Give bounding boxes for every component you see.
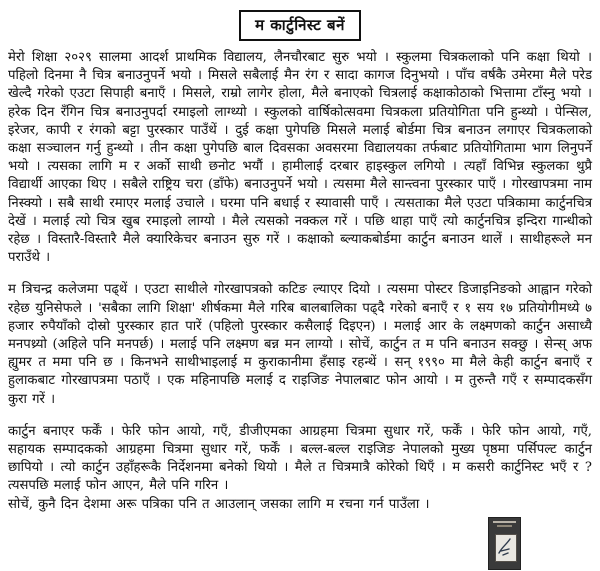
paragraph: म त्रिचन्द्र कलेजमा पढ्थें । एउटा साथीले गोरखापत्रको कटिङ ल्याएर दियो । त्यसमा पोस्टर डिजाइनिङको आह्वान गरेको रहेछ युनिसेफले । 'सबैका लागि शिक्षा' शीर्षकमा मैले गरिब बालबालिका पढ्दै गरेको बनाएँ र १ सय १७ प्रतियोगीमध्ये ७ हजार रुपैयाँको दोस्रो पुरस्कार हात पारें (पहिलो पुरस्कार कसैलाई दिइएन) । मलाई आर के लक्ष्मणको कार्टुन असाध्यै मनपथ्र्यो (अहिले पनि मनपर्छ) । मलाई पनि लक्ष्मण बन्न मन लाग्यो । सोचें, कार्टुन त म पनि बनाउन सक्छु । सेन्स् अफ ह्युमर त ममा पनि छ । किनभने साथीभाइलाई म कुराकानीमा हँसाइ रहन्थें । सन् १९९० मा मैले केही कार्टुन बनाएँ र हुलाकबाट गोरखापत्रमा पठाएँ । एक महिनापछि मलाई द राइजिङ नेपालबाट फोन आयो । म तुरुन्तै गएँ र सम्पादकसँग कुरा गरें । <box>8 282 592 407</box>
cover-sketch-icon <box>496 535 514 559</box>
essay-body <box>0 41 600 514</box>
paragraph: कार्टुन बनाएर फर्कें । फेरि फोन आयो, गएँ, डीजीएमका आग्रहमा चित्रमा सुधार गरें, फर्कें । फेरि फोन आयो, गएँ, सहायक सम्पादकको आग्रहमा चित्रमा सुधार गरें, फर्कें । बल्ल-बल्ल राइजिङ नेपालको मुख्य पृष्ठमा पर्सिपल्ट कार्टुन छापियो । त्यो कार्टुन उहाँहरूकै निर्देशनमा बनेको थियो । मैले त चित्रमात्रै कोरेको थिएँ । म कसरी कार्टुनिस्ट भएँ र ? त्यसपछि मलाई फोन आएन, मैले पनि गरिन । <box>8 423 592 494</box>
cover-subtitle-text <box>497 525 512 527</box>
page-title: म कार्टुनिस्ट बनें <box>239 10 361 41</box>
title-row <box>0 0 600 41</box>
cover-art-panel <box>495 534 517 562</box>
paragraph: सोचें, कुनै दिन देशमा अरू पत्रिका पनि त आउलान् जसका लागि म रचना गर्न पाउँला । <box>8 496 430 512</box>
paragraph: मेरो शिक्षा २०२९ सालमा आदर्श प्राथमिक विद्यालय, लैनचौरबाट सुरु भयो । स्कुलमा चित्रकलाको पनि कक्षा थियो । पहिलो दिनमा नै चित्र बनाउनुपर्ने भयो । मिसले सबैलाई मैन रंग र सादा कागज दिनुभयो । पाँच वर्षकै उमेरमा मैले परेड खेल्दै गरेको एउटा सिपाही बनाएँ । मिसले, राम्रो लागेर होला, मैले बनाएको चित्रलाई कक्षाकोठाको भित्तामा टाँस्नु भयो । हरेक दिन रँगिन चित्र बनाउनुपर्दा रमाइलो लाग्थ्यो । स्कुलको वार्षिकोत्सवमा चित्रकला प्रतियोगिता पनि हुन्थ्यो । पेन्सिल, इरेजर, कापी र रंगको बट्टा पुरस्कार पाउँथें । दुई कक्षा पुगेपछि मिसले मलाई बोर्डमा चित्र बनाउन लगाएर चित्रकलाको कक्षा सञ्चालन गर्नु हुन्थ्यो । तीन कक्षा पुगेपछि बाल दिवसका अवसरमा विद्यालयका तर्फबाट प्रतियोगितामा भाग लिनुपर्ने भयो । त्यसका लागि म र अर्को साथी छनोट भयौं । हामीलाई दरबार हाइस्कुल लगियो । त्यहाँ विभिन्न स्कुलका थुप्रै विद्यार्थी आएका थिए । सबैले राष्ट्रिय चरा (डाँफे) बनाउनुपर्ने भयो । त्यसमा मैले सान्त्वना पुरस्कार पाएँ । गोरखापत्रमा नाम निस्क्यो । सबै साथी रमाएर मलाई उचाले । घरमा पनि बधाई र स्यावासी पाएँ । त्यसताका मैले एउटा पत्रिकामा कार्टुनचित्र देखें । मलाई त्यो चित्र खुब रमाइलो लाग्यो । मैले त्यसको नक्कल गरें । पछि थाहा पाएँ त्यो कार्टुनचित्र इन्दिरा गान्धीको रहेछ । विस्तारै-विस्तारै मैले क्यारिकेचर बनाउन सुरु गरें । कक्षाको ब्ल्याकबोर्डमा कार्टुन बनाउन थालें । साथीहरूले मन पराउँथे । <box>8 50 592 266</box>
cover-title-text <box>493 521 516 523</box>
book-cover-thumbnail <box>488 517 521 570</box>
